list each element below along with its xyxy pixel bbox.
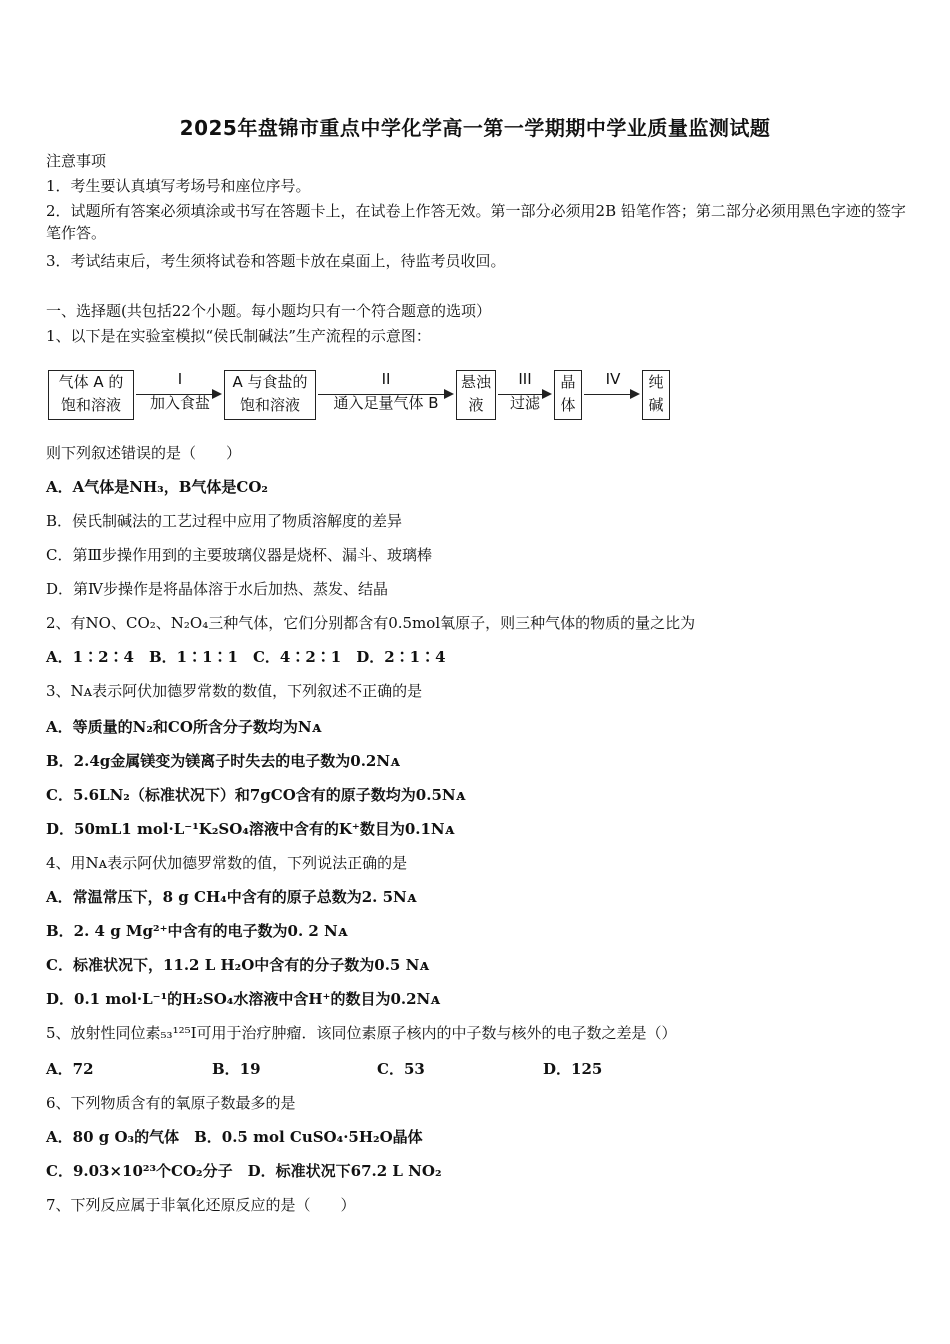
q1-option-a: A．A气体是NH₃，B气体是CO₂ (46, 478, 268, 496)
notice-item-2: 2．试题所有答案必须填涂或书写在答题卡上，在试卷上作答无效。第一部分必须用2B 铅笔作答；第二部分必须用黑色字迹的签字笔作答。 (46, 202, 906, 242)
flow-box-3: 悬浊 液 (456, 370, 496, 420)
q2-options: A．1∶2∶4 B．1∶1∶1 C．4∶2∶1 D．2∶1∶4 (46, 648, 446, 666)
q6-stem: 6、下列物质含有的氧原子数最多的是 (46, 1094, 296, 1112)
flow-arrow-3 (498, 394, 550, 395)
notice-item-3: 3．考试结束后，考生须将试卷和答题卡放在桌面上，待监考员收回。 (46, 252, 506, 270)
q1-option-d: D．第Ⅳ步操作是将晶体溶于水后加热、蒸发、结晶 (46, 580, 389, 598)
flow-box-4: 晶 体 (554, 370, 582, 420)
q4-option-c: C．标准状况下，11.2 L H₂O中含有的分子数为0.5 Nᴀ (46, 956, 429, 974)
flow-arrow-2 (318, 394, 452, 395)
flow-step-1: I 加入食盐 (149, 370, 210, 412)
q3-option-d: D．50mL1 mol·L⁻¹K₂SO₄溶液中含有的K⁺数目为0.1Nᴀ (46, 820, 455, 838)
q1-ask: 则下列叙述错误的是（ ） (46, 444, 242, 462)
q4-option-d: D．0.1 mol·L⁻¹的H₂SO₄水溶液中含H⁺的数目为0.2Nᴀ (46, 990, 440, 1008)
q6-options-ab: A．80 g O₃的气体 B．0.5 mol CuSO₄·5H₂O晶体 (46, 1128, 423, 1146)
q4-stem: 4、用Nᴀ表示阿伏加德罗常数的值，下列说法正确的是 (46, 854, 408, 872)
q5-option-b: B．19 (212, 1060, 261, 1078)
flow-step-2: II 通入足量气体 B (333, 370, 439, 412)
q4-option-b: B．2. 4 g Mg²⁺中含有的电子数为0. 2 Nᴀ (46, 922, 348, 940)
q1-stem: 1、以下是在实验室模拟“侯氏制碱法”生产流程的示意图： (46, 327, 431, 345)
notice-item-1: 1．考生要认真填写考场号和座位序号。 (46, 177, 311, 195)
q3-option-c: C．5.6LN₂（标准状况下）和7gCO含有的原子数均为0.5Nᴀ (46, 786, 466, 804)
flow-step-4: IV (605, 370, 621, 388)
q1-option-c: C．第Ⅲ步操作用到的主要玻璃仪器是烧杯、漏斗、玻璃棒 (46, 546, 432, 564)
q3-stem: 3、Nᴀ表示阿伏加德罗常数的数值，下列叙述不正确的是 (46, 682, 423, 700)
notice-heading: 注意事项 (46, 152, 107, 170)
flow-box-2: A 与食盐的 饱和溶液 (224, 370, 316, 420)
q4-option-a: A．常温常压下，8 g CH₄中含有的原子总数为2. 5Nᴀ (46, 888, 417, 906)
q5-stem: 5、放射性同位素₅₃¹²⁵I可用于治疗肿瘤．该同位素原子核内的中子数与核外的电子数之差是（） (46, 1024, 677, 1042)
flow-arrow-1 (136, 394, 220, 395)
q5-option-a: A．72 (46, 1060, 94, 1078)
section-heading: 一、选择题(共包括22个小题。每小题均只有一个符合题意的选项） (46, 302, 491, 320)
flow-arrow-4 (584, 394, 638, 395)
flow-box-1: 气体 A 的 饱和溶液 (48, 370, 134, 420)
q3-option-a: A．等质量的N₂和CO所含分子数均为Nᴀ (46, 718, 322, 736)
flow-diagram (48, 368, 688, 424)
q6-options-cd: C．9.03×10²³个CO₂分子 D．标准状况下67.2 L NO₂ (46, 1162, 442, 1180)
flow-step-3: III 过滤 (509, 370, 540, 412)
q5-option-c: C．53 (377, 1060, 425, 1078)
q3-option-b: B．2.4g金属镁变为镁离子时失去的电子数为0.2Nᴀ (46, 752, 400, 770)
q7-stem: 7、下列反应属于非氧化还原反应的是（ ） (46, 1196, 356, 1214)
q2-stem: 2、有NO、CO₂、N₂O₄三种气体，它们分别都含有0.5mol氧原子，则三种气体的物质的量之比为 (46, 614, 696, 632)
flow-box-5: 纯 碱 (642, 370, 670, 420)
q5-option-d: D．125 (543, 1060, 603, 1078)
page-title: 2025年盘锦市重点中学化学高一第一学期期中学业质量监测试题 (179, 116, 771, 140)
q1-option-b: B．侯氏制碱法的工艺过程中应用了物质溶解度的差异 (46, 512, 403, 530)
